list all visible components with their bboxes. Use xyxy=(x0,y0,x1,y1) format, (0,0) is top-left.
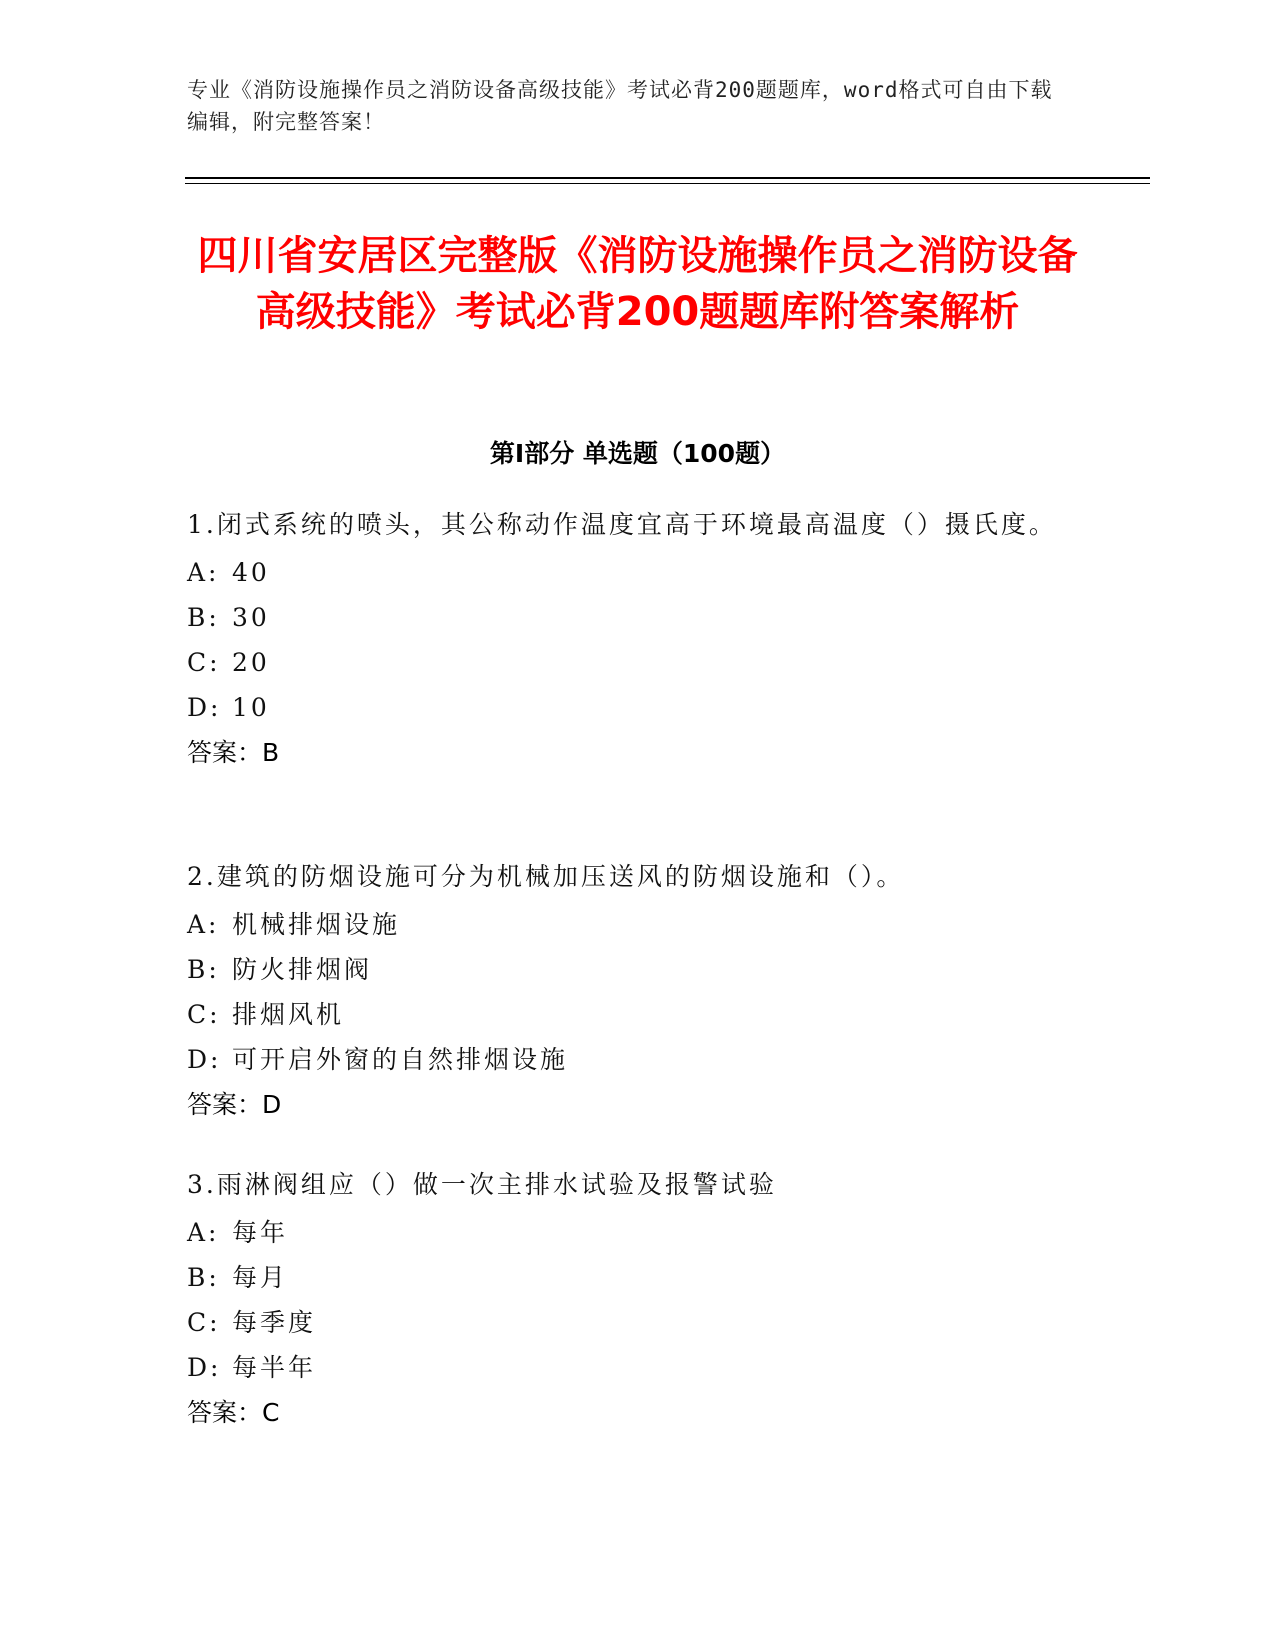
question-2 xyxy=(187,852,1067,1127)
option-label: C: xyxy=(187,1308,221,1337)
option-text: 40 xyxy=(232,558,270,587)
header-rule-thick xyxy=(185,177,1150,179)
option-text: 20 xyxy=(232,648,270,677)
option-label: A: xyxy=(187,910,220,939)
question-1-stem: 闭式系统的喷头，其公称动作温度宜高于环境最高温度（）摄氏度。 xyxy=(216,510,1057,539)
option-label: A: xyxy=(187,1218,220,1247)
question-2-number: 2. xyxy=(187,862,217,891)
option-label: D: xyxy=(187,693,222,722)
question-1-option-c xyxy=(187,640,1067,685)
question-2-answer xyxy=(187,1082,1067,1127)
answer-prefix: 答案： xyxy=(187,1090,263,1119)
question-3-stem: 雨淋阀组应（）做一次主排水试验及报警试验 xyxy=(216,1170,777,1199)
option-label: D: xyxy=(187,1353,222,1382)
question-3-option-b xyxy=(187,1255,1067,1300)
document-title: 四川省安居区完整版《消防设施操作员之消防设备高级技能》考试必背200题题库附答案解析 xyxy=(197,233,1078,335)
option-text: 每月 xyxy=(232,1263,289,1292)
option-label: D: xyxy=(187,1045,222,1074)
question-2-stem: 建筑的防烟设施可分为机械加压送风的防烟设施和（）。 xyxy=(216,862,905,891)
option-text: 30 xyxy=(232,603,270,632)
question-2-text xyxy=(187,852,1067,902)
question-2-option-a xyxy=(187,902,1067,947)
question-1-answer xyxy=(187,730,1067,775)
question-3-option-d xyxy=(187,1345,1067,1390)
section-heading: 第I部分 单选题（100题） xyxy=(489,439,786,468)
option-text: 防火排烟阀 xyxy=(232,955,373,984)
question-3-number: 3. xyxy=(187,1170,217,1199)
option-text: 10 xyxy=(232,693,270,722)
option-label: C: xyxy=(187,648,221,677)
option-label: B: xyxy=(187,603,220,632)
option-text: 每年 xyxy=(232,1218,289,1247)
question-3-answer xyxy=(187,1390,1067,1435)
question-3-text xyxy=(187,1160,1067,1210)
answer-prefix: 答案： xyxy=(187,1398,263,1427)
answer-value: B xyxy=(262,738,280,767)
question-2-option-b xyxy=(187,947,1067,992)
option-text: 每季度 xyxy=(232,1308,317,1337)
header-note: 专业《消防设施操作员之消防设备高级技能》考试必背200题题库，word格式可自由下载编辑，附完整答案！ xyxy=(187,78,1053,134)
option-text: 可开启外窗的自然排烟设施 xyxy=(232,1045,569,1074)
question-1-option-a xyxy=(187,550,1067,595)
answer-value: C xyxy=(262,1398,280,1427)
question-3-option-a xyxy=(187,1210,1067,1255)
question-2-option-d xyxy=(187,1037,1067,1082)
question-3-option-c xyxy=(187,1300,1067,1345)
question-2-option-c xyxy=(187,992,1067,1037)
header-rule-thin xyxy=(185,183,1150,184)
option-label: A: xyxy=(187,558,220,587)
answer-value: D xyxy=(262,1090,282,1119)
answer-prefix: 答案： xyxy=(187,738,263,767)
question-1-option-b xyxy=(187,595,1067,640)
question-1-option-d xyxy=(187,685,1067,730)
question-1 xyxy=(187,500,1067,775)
option-label: B: xyxy=(187,955,220,984)
option-text: 机械排烟设施 xyxy=(232,910,401,939)
option-text: 排烟风机 xyxy=(232,1000,345,1029)
option-label: B: xyxy=(187,1263,220,1292)
question-3 xyxy=(187,1160,1067,1435)
question-1-text xyxy=(187,500,1067,550)
option-label: C: xyxy=(187,1000,221,1029)
question-1-number: 1. xyxy=(187,510,217,539)
option-text: 每半年 xyxy=(232,1353,317,1382)
